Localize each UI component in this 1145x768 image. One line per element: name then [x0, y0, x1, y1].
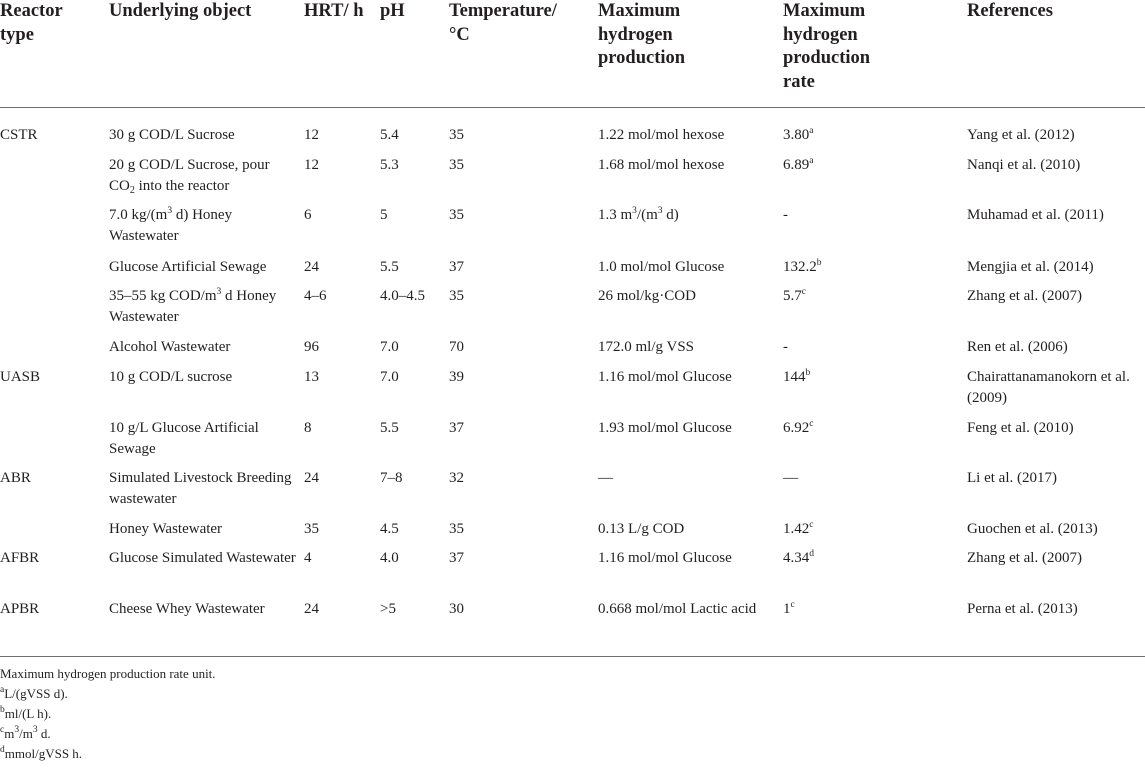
max-production-cell: 1.22 mol/mol hexose — [598, 127, 725, 143]
footnote-intro: Maximum hydrogen production rate unit. — [0, 666, 216, 681]
hrt-cell: 24 — [304, 259, 319, 275]
reference-cell: Chairattanamanokorn et al. (2009) — [967, 369, 1130, 406]
ph-cell: 5 — [380, 207, 388, 223]
reference-cell: Zhang et al. (2007) — [967, 288, 1082, 304]
temperature-cell: 30 — [449, 601, 464, 617]
reference-cell: Muhamad et al. (2011) — [967, 207, 1104, 223]
max-rate-cell: 6.89$^a$ — [783, 156, 814, 173]
ph-cell: >5 — [380, 601, 396, 617]
reactor-type-cell: CSTR — [0, 127, 38, 143]
header-underlying-object: Underlying object — [109, 1, 252, 21]
max-rate-cell: 5.7$^c$ — [783, 287, 806, 304]
footnote-b: $^b$ml/(L h). — [0, 705, 52, 721]
hrt-cell: 12 — [304, 157, 319, 173]
temperature-cell: 37 — [449, 550, 464, 566]
footnote-a: $^a$L/(gVSS d). — [0, 685, 68, 701]
temperature-cell: 32 — [449, 470, 464, 486]
hrt-cell: 96 — [304, 339, 319, 355]
reactor-type-cell: UASB — [0, 369, 41, 385]
ph-cell: 4.0–4.5 — [380, 288, 425, 304]
footnote-c: $^cm^3/m^3$ d. — [0, 725, 51, 741]
temperature-cell: 37 — [449, 259, 464, 275]
max-rate-cell: - — [783, 207, 788, 223]
max-production-cell: — — [598, 470, 613, 486]
max-rate-cell: — — [783, 470, 798, 486]
temperature-cell: 35 — [449, 157, 464, 173]
header-temperature: Temperature/ °C — [449, 1, 557, 45]
reference-cell: Nanqi et al. (2010) — [967, 157, 1081, 173]
temperature-cell: 35 — [449, 288, 464, 304]
temperature-cell: 35 — [449, 207, 464, 223]
underlying-object-cell: 10 g COD/L sucrose — [109, 369, 233, 385]
underlying-object-cell: 35–55 kg COD/$m^3$ d Honey Wastewater — [109, 287, 277, 325]
hrt-cell: 24 — [304, 470, 319, 486]
header-max-production: Maximum hydrogen production — [598, 1, 686, 68]
reference-cell: Perna et al. (2013) — [967, 601, 1078, 617]
reactor-type-cell: ABR — [0, 470, 31, 486]
ph-cell: 5.5 — [380, 259, 399, 275]
reference-cell: Li et al. (2017) — [967, 470, 1057, 486]
underlying-object-cell: Simulated Livestock Breeding wastewater — [109, 470, 292, 507]
header-ph: pH — [380, 1, 405, 21]
max-production-cell: 0.13 L/g COD — [598, 521, 685, 537]
footnote-d: $^d$mmol/gVSS h. — [0, 745, 83, 761]
temperature-cell: 37 — [449, 420, 464, 436]
max-production-cell: 1.16 mol/mol Glucose — [598, 550, 732, 566]
hrt-cell: 4–6 — [304, 288, 327, 304]
ph-cell: 7–8 — [380, 470, 403, 486]
underlying-object-cell: 7.0 $kg/(m^3$ d) Honey Wastewater — [109, 206, 233, 244]
max-production-cell: 172.0 ml/g VSS — [598, 339, 694, 355]
underlying-object-cell: 20 g COD/L Sucrose, pour $CO_2$ into the reactor — [109, 157, 270, 196]
underlying-object-cell: Honey Wastewater — [109, 521, 223, 537]
header-reactor-type: Reactor type — [0, 1, 63, 45]
max-rate-cell: 132.2$^b$ — [783, 258, 822, 275]
hrt-cell: 12 — [304, 127, 319, 143]
table-bottom-divider — [0, 656, 1145, 657]
underlying-object-cell: 30 g COD/L Sucrose — [109, 127, 235, 143]
temperature-cell: 39 — [449, 369, 464, 385]
header-divider — [0, 107, 1145, 108]
max-production-cell: 1.16 mol/mol Glucose — [598, 369, 732, 385]
underlying-object-cell: 10 g/L Glucose Artificial Sewage — [109, 420, 259, 457]
hrt-cell: 8 — [304, 420, 312, 436]
underlying-object-cell: Alcohol Wastewater — [109, 339, 231, 355]
reference-cell: Guochen et al. (2013) — [967, 521, 1098, 537]
reference-cell: Mengjia et al. (2014) — [967, 259, 1094, 275]
ph-cell: 5.3 — [380, 157, 399, 173]
temperature-cell: 70 — [449, 339, 464, 355]
max-rate-cell: 144$^b$ — [783, 368, 811, 385]
max-production-cell: 1.0 mol/mol Glucose — [598, 259, 725, 275]
reference-cell: Ren et al. (2006) — [967, 339, 1068, 355]
ph-cell: 4.0 — [380, 550, 399, 566]
reference-cell: Zhang et al. (2007) — [967, 550, 1082, 566]
max-production-cell: 1.3 $m^3/(m^3$ d) — [598, 206, 679, 223]
max-rate-cell: - — [783, 339, 788, 355]
reactor-type-cell: AFBR — [0, 550, 40, 566]
underlying-object-cell: Glucose Artificial Sewage — [109, 259, 267, 275]
temperature-cell: 35 — [449, 521, 464, 537]
ph-cell: 4.5 — [380, 521, 399, 537]
max-production-cell: 26 mol/kg·COD — [598, 288, 696, 304]
max-production-cell: 1.68 mol/mol hexose — [598, 157, 725, 173]
temperature-cell: 35 — [449, 127, 464, 143]
hrt-cell: 6 — [304, 207, 312, 223]
underlying-object-cell: Cheese Whey Wastewater — [109, 601, 265, 617]
hrt-cell: 13 — [304, 369, 319, 385]
hrt-cell: 24 — [304, 601, 319, 617]
max-rate-cell: 4.34$^d$ — [783, 549, 814, 566]
ph-cell: 7.0 — [380, 339, 399, 355]
hrt-cell: 4 — [304, 550, 312, 566]
reference-cell: Yang et al. (2012) — [967, 127, 1075, 143]
ph-cell: 7.0 — [380, 369, 399, 385]
reference-cell: Feng et al. (2010) — [967, 420, 1074, 436]
max-rate-cell: 3.80$^a$ — [783, 126, 814, 143]
ph-cell: 5.4 — [380, 127, 399, 143]
header-references: References — [967, 1, 1053, 21]
max-rate-cell: 1.42$^c$ — [783, 520, 814, 537]
ph-cell: 5.5 — [380, 420, 399, 436]
max-production-cell: 1.93 mol/mol Glucose — [598, 420, 732, 436]
reactor-type-cell: APBR — [0, 601, 40, 617]
max-rate-cell: 6.92$^c$ — [783, 419, 814, 436]
underlying-object-cell: Glucose Simulated Wastewater — [109, 550, 296, 566]
header-hrt: HRT/ h — [304, 1, 364, 21]
header-max-rate: Maximum hydrogen production rate — [783, 1, 871, 92]
max-production-cell: 0.668 mol/mol Lactic acid — [598, 601, 757, 617]
hrt-cell: 35 — [304, 521, 319, 537]
max-rate-cell: 1$^c$ — [783, 600, 795, 617]
